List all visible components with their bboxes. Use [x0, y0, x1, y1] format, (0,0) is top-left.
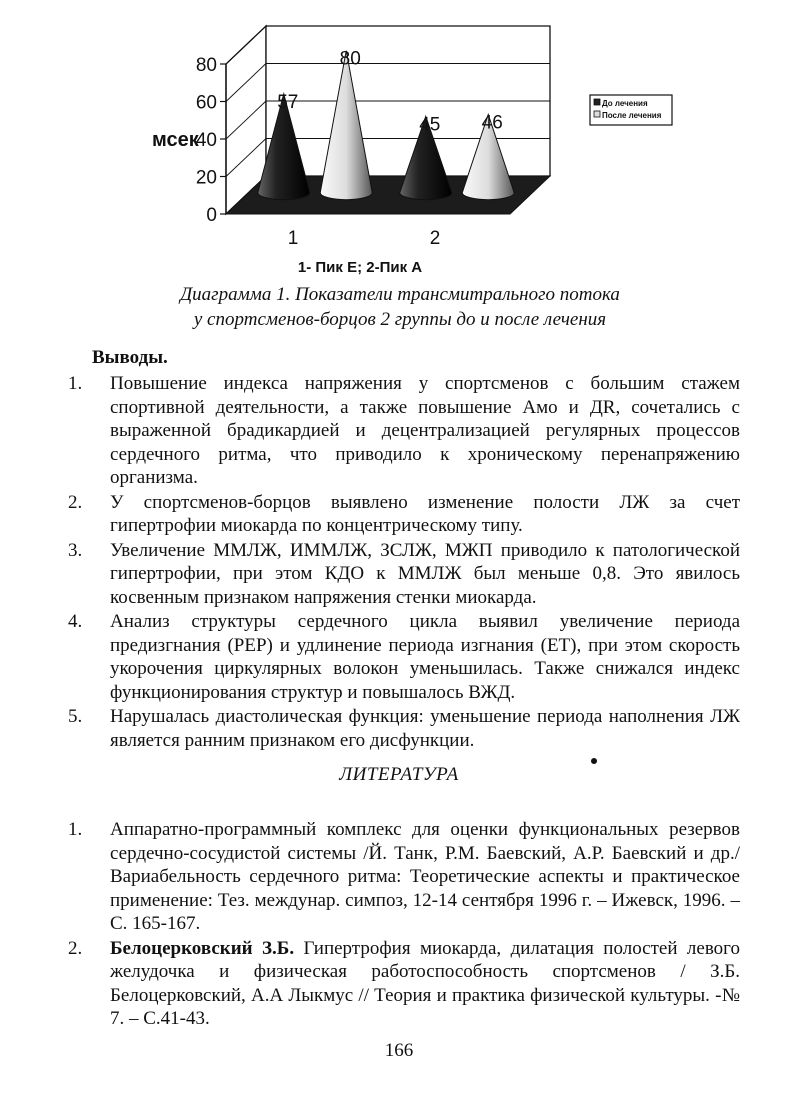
x-tick-label: 2 [429, 228, 441, 249]
conclusion-text: Нарушалась диастолическая функция: уменьшение периода наполнения ЛЖ является ранним признаком его дисфункции. [110, 706, 740, 751]
y-tick-label: 40 [195, 130, 217, 151]
conclusion-item [68, 491, 740, 538]
y-axis-label: мсек [152, 129, 199, 151]
legend-entry: До лечения [602, 99, 648, 108]
reference-body [110, 937, 740, 1031]
y-tick-label: 80 [195, 55, 217, 76]
chart-caption-line-1: Диаграмма 1. Показатели трансмитрального потока [180, 284, 620, 305]
conclusion-text: Анализ структуры сердечного цикла выявил увеличение периода предизгнания (PEP) и удлинение периода изгнания (ЕТ), при этом скорость укорочения циркулярных волокон уменьшилась. Также снижался индекс функционирования структур и повышалось ВЖД. [110, 611, 740, 703]
conclusion-number: 4. [68, 611, 83, 632]
legend-entry: После лечения [602, 111, 662, 120]
y-tick-label: 20 [195, 167, 217, 189]
literature-title: ЛИТЕРАТУРА [339, 764, 459, 785]
x-tick-label: 1 [287, 228, 299, 249]
reference-item [68, 937, 740, 1031]
reference-text: Аппаратно-программный комплекс для оценки функциональных резервов сердечно-сосудистой системы /Й. Танк, Р.М. Баевский, А.Р. Баевский и др./ Вариабельность сердечного ритма: Теоретические аспекты и практическое применение: Тез. междунар. симпоз, 12-14 сентября 1996 г. – Ижевск, 1996. – С. 165-167. [110, 819, 740, 934]
conclusion-item [68, 539, 740, 610]
conclusions-list [68, 372, 740, 752]
conclusion-number: 2. [68, 491, 83, 513]
literature-list [68, 818, 740, 1031]
conclusion-number: 1. [68, 373, 83, 394]
conclusion-number: 3. [68, 539, 83, 561]
conclusion-item [68, 372, 740, 490]
data-label: 46 [481, 112, 503, 134]
reference-number: 2. [68, 937, 83, 959]
page-number: 166 [384, 1040, 414, 1061]
x-axis-label: 1- Пик Е; 2-Пик А [297, 259, 423, 276]
y-tick-label: 60 [195, 92, 217, 114]
data-label: 80 [339, 48, 361, 70]
conclusion-item [68, 610, 740, 704]
reference-text: Гипертрофия миокарда, дилатация полостей левого желудочка и физическая работоспособность спортсменов / З.Б. Белоцерковский, А.А Лыкмус // Теория и практика физической культуры. -№ 7. – С.41-43. [110, 937, 740, 1029]
reference-number: 1. [68, 819, 83, 840]
legend-swatch [594, 99, 600, 105]
cone-chart [130, 10, 690, 280]
conclusion-text: Увеличение ММЛЖ, ИММЛЖ, ЗСЛЖ, МЖП приводило к патологической гипертрофии, при этом КДО к ММЛЖ был меньше 0,8. Это явилось косвенным признаком напряжения стенки миокарда. [110, 539, 740, 608]
conclusion-text: У спортсменов-борцов выявлено изменение полости ЛЖ за счет гипертрофии миокарда по концентрическому типу. [110, 491, 740, 536]
reference-item [68, 818, 740, 936]
data-label: 45 [419, 114, 441, 136]
chart-caption-line-2: у спортсменов-борцов 2 группы до и после лечения [193, 309, 607, 330]
reference-author: Белоцерковский З.Б. [110, 937, 295, 959]
conclusions-title: Выводы. [92, 347, 168, 368]
legend-swatch [594, 111, 600, 117]
conclusion-number: 5. [68, 706, 83, 727]
y-tick-label: 0 [206, 205, 217, 226]
conclusion-item [68, 705, 740, 752]
conclusion-text: Повышение индекса напряжения у спортсменов с большим стажем спортивной деятельности, а также повышение Амо и ДR, сочетались с выраженной брадикардией и децентрализацией регулярных процессов сердечного ритма, что приводило к хроническому перенапряжению организма. [110, 373, 740, 488]
data-label: 57 [277, 91, 299, 113]
